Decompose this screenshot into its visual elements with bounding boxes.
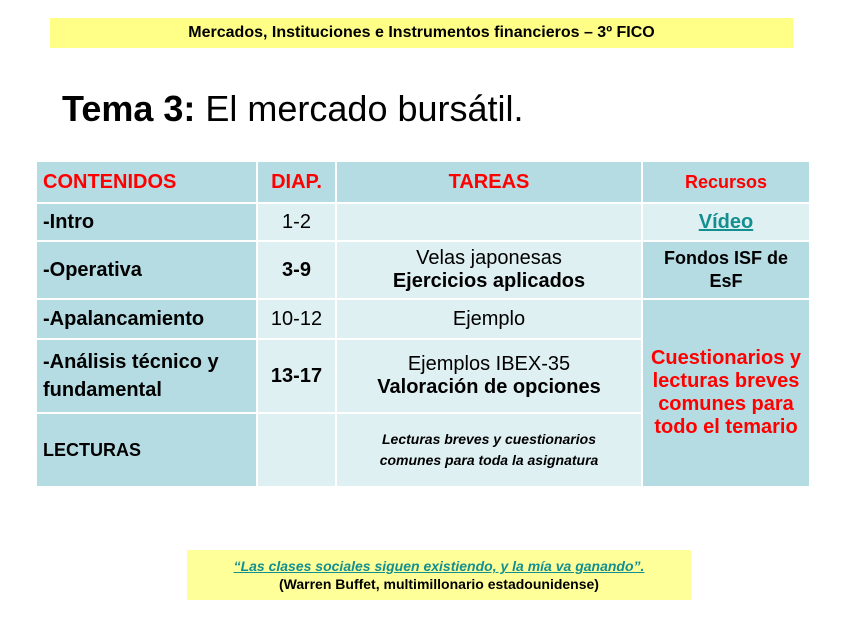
row-diap: 1-2 — [258, 204, 337, 242]
row-recurso — [643, 204, 811, 242]
title-text: El mercado bursátil. — [195, 88, 524, 129]
row-diap — [258, 414, 337, 488]
row-contenido: -Operativa — [37, 242, 258, 300]
row-tarea — [337, 242, 643, 300]
page-title — [62, 88, 524, 130]
tarea-line: Ejemplos IBEX-35 — [407, 353, 571, 375]
quote-author: (Warren Buffet, multimillonario estadounidense) — [279, 576, 599, 592]
header-contenidos: CONTENIDOS — [37, 162, 258, 204]
row-tarea — [337, 204, 643, 242]
row-contenido: -Intro — [37, 204, 258, 242]
merged-recurso: Cuestionarios y lecturas breves comunes para todo el temario — [643, 300, 811, 488]
table-header-row — [37, 162, 811, 204]
row-diap: 3-9 — [258, 242, 337, 300]
header-tareas: TAREAS — [337, 162, 643, 204]
row-contenido: -Análisis técnico y fundamental — [37, 340, 258, 414]
row-contenido: -Apalancamiento — [37, 300, 258, 340]
tarea-line: Velas japonesas — [416, 247, 562, 269]
row-diap: 10-12 — [258, 300, 337, 340]
header-diap: DIAP. — [258, 162, 337, 204]
quote-link[interactable]: “Las clases sociales siguen existiendo, y la mía va ganando”. — [233, 558, 645, 574]
title-prefix: Tema 3: — [62, 88, 196, 129]
video-link[interactable]: Vídeo — [698, 210, 754, 233]
header-recursos: Recursos — [643, 162, 811, 204]
contents-table — [37, 162, 811, 488]
row-diap: 13-17 — [258, 340, 337, 414]
row-recurso: Fondos ISF de EsF — [643, 242, 811, 300]
table-row — [37, 204, 811, 242]
quote-box — [187, 550, 691, 600]
course-header: Mercados, Instituciones e Instrumentos financieros – 3º FICO — [50, 18, 793, 48]
table-row — [37, 300, 811, 340]
row-tarea: Ejemplo — [337, 300, 643, 340]
row-tarea — [337, 340, 643, 414]
lecturas-text: Lecturas breves y cuestionarios comunes para toda la asignatura — [379, 431, 599, 468]
tarea-line-bold: Ejercicios aplicados — [392, 270, 586, 292]
table-row — [37, 242, 811, 300]
tarea-line-bold: Valoración de opciones — [377, 376, 601, 398]
row-tarea — [337, 414, 643, 488]
row-contenido: LECTURAS — [37, 414, 258, 488]
